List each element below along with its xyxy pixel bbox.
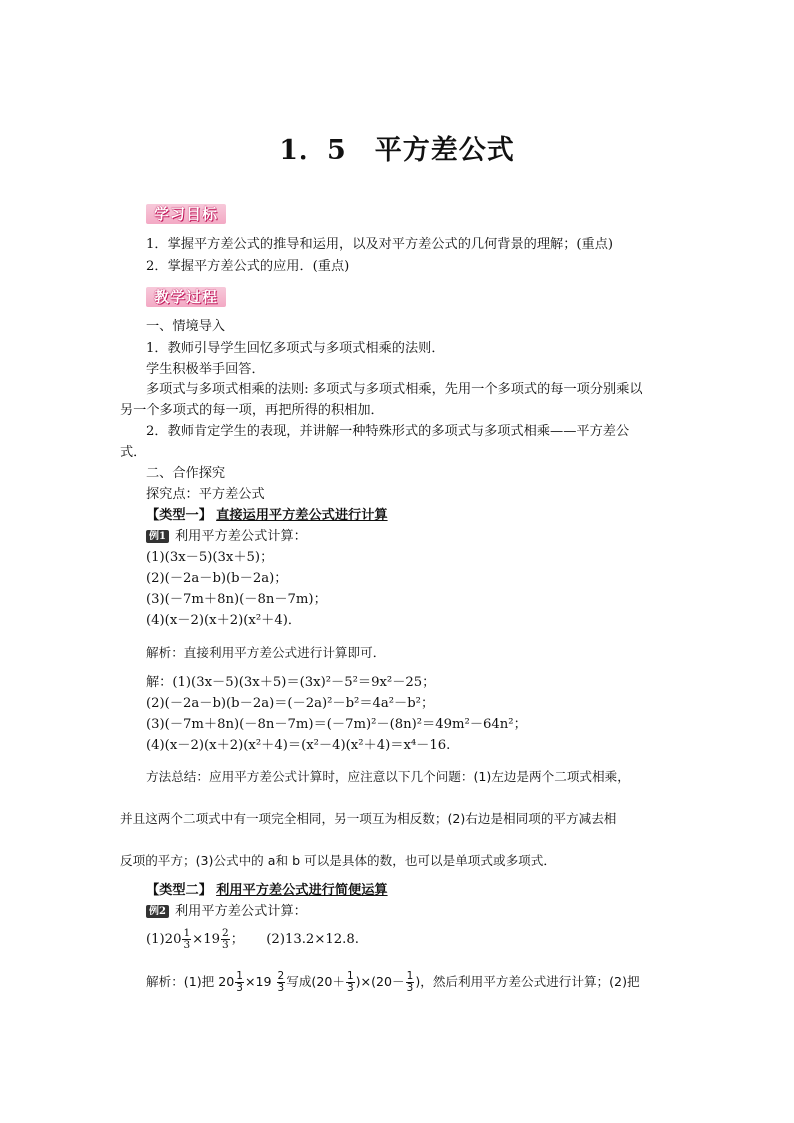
example1-badge: 例1 xyxy=(146,530,169,543)
example2-badge: 例2 xyxy=(146,905,169,918)
ex2-q1-mid: ×19 xyxy=(192,932,220,947)
section-number: 1．5 xyxy=(279,135,347,166)
example2-header xyxy=(146,903,307,921)
section1-item2-line1: 2．教师肯定学生的表现，并讲解一种特殊形式的多项式与多项式相乘——平方差公 xyxy=(146,424,630,439)
section1-rule-line1: 多项式与多项式相乘的法则: 多项式与多项式相乘，先用一个多项式的每一项分别乘以 xyxy=(146,382,643,397)
fraction: $\frac{1}{3}$ xyxy=(236,970,243,994)
ex2-q2: (2)13.2×12.8. xyxy=(266,932,359,947)
type1-label: 【类型一】 xyxy=(146,508,212,523)
fraction: $\frac{1}{3}$ xyxy=(346,970,354,994)
process-banner xyxy=(146,287,416,309)
example2-prompt: 利用平方差公式计算： xyxy=(174,904,307,919)
type2-header xyxy=(146,882,388,900)
explore-point: 探究点：平方差公式 xyxy=(146,487,265,502)
summary-line-2: 并且这两个二项式中有一项完全相同，另一项互为相反数；(2)右边是相同项的平方减去相 xyxy=(120,811,617,826)
example1-item-2: (2)(－2a－b)(b－2a)； xyxy=(146,571,288,586)
type2-title: 利用平方差公式进行简便运算 xyxy=(216,883,388,898)
analysis-1: 解析：直接利用平方差公式进行计算即可． xyxy=(146,645,386,660)
section-title: 平方差公式 xyxy=(374,135,515,166)
summary-line-3: 反项的平方；(3)公式中的 a和 b 可以是具体的数，也可以是单项式或多项式． xyxy=(120,853,556,868)
section1-item2-line2: 式． xyxy=(120,445,147,460)
type1-title: 直接运用平方差公式进行计算 xyxy=(216,508,388,523)
fraction: $\frac{2}{3}$ xyxy=(277,970,285,994)
type1-header xyxy=(146,507,388,525)
solution-2: (2)(－2a－b)(b－2a)＝(－2a)²－b²＝4a²－b²； xyxy=(146,696,435,711)
section1-item1: 1．教师引导学生回忆多项式与多项式相乘的法则． xyxy=(146,341,445,356)
analysis2-part-c: 写成(20＋ xyxy=(286,974,345,989)
fraction: $\frac{2}{3}$ xyxy=(222,927,229,951)
analysis-2 xyxy=(146,970,640,994)
analysis2-part-a: 解析：(1)把 20 xyxy=(146,974,235,989)
summary-line-1: 方法总结：应用平方差公式计算时，应注意以下几个问题：(1)左边是两个二项式相乘， xyxy=(146,769,630,784)
ex2-q1-prefix: (1)20 xyxy=(146,932,182,947)
page-title xyxy=(0,128,794,167)
example2-questions xyxy=(146,928,359,952)
fraction: $\frac{1}{3}$ xyxy=(406,970,414,994)
process-banner-label: 教学过程 xyxy=(146,287,226,307)
ex2-q1-suffix: ； xyxy=(230,932,244,947)
goals-banner-label: 学习目标 xyxy=(146,204,226,224)
example1-item-3: (3)(－7m＋8n)(－8n－7m)； xyxy=(146,592,327,607)
analysis2-part-d: )×(20－ xyxy=(355,974,405,989)
analysis2-part-e: )，然后利用平方差公式进行计算；(2)把 xyxy=(415,974,640,989)
type2-label: 【类型二】 xyxy=(146,883,212,898)
goals-banner xyxy=(146,204,416,226)
fraction: $\frac{1}{3}$ xyxy=(183,927,191,951)
example1-prompt: 利用平方差公式计算： xyxy=(174,529,307,544)
example1-header xyxy=(146,528,307,546)
goal-2: 2．掌握平方差公式的应用．(重点) xyxy=(146,259,350,274)
example1-item-1: (1)(3x－5)(3x＋5)； xyxy=(146,550,274,565)
solution-3: (3)(－7m＋8n)(－8n－7m)＝(－7m)²－(8n)²＝49m²－64n²； xyxy=(146,717,527,732)
section1-heading: 一、情境导入 xyxy=(146,319,226,334)
section1-rule-line2: 另一个多项式的每一项，再把所得的积相加． xyxy=(120,403,384,418)
example1-item-4: (4)(x－2)(x＋2)(x²＋4)． xyxy=(146,613,302,628)
solution-1: 解：(1)(3x－5)(3x＋5)＝(3x)²－5²＝9x²－25； xyxy=(146,675,436,690)
goal-1: 1．掌握平方差公式的推导和运用，以及对平方差公式的几何背景的理解；(重点) xyxy=(146,237,614,252)
section2-heading: 二、合作探究 xyxy=(146,466,226,481)
analysis2-part-b: ×19 xyxy=(244,974,276,989)
solution-4: (4)(x－2)(x＋2)(x²＋4)＝(x²－4)(x²＋4)＝x⁴－16. xyxy=(146,738,451,753)
section1-answer: 学生积极举手回答． xyxy=(146,362,265,377)
